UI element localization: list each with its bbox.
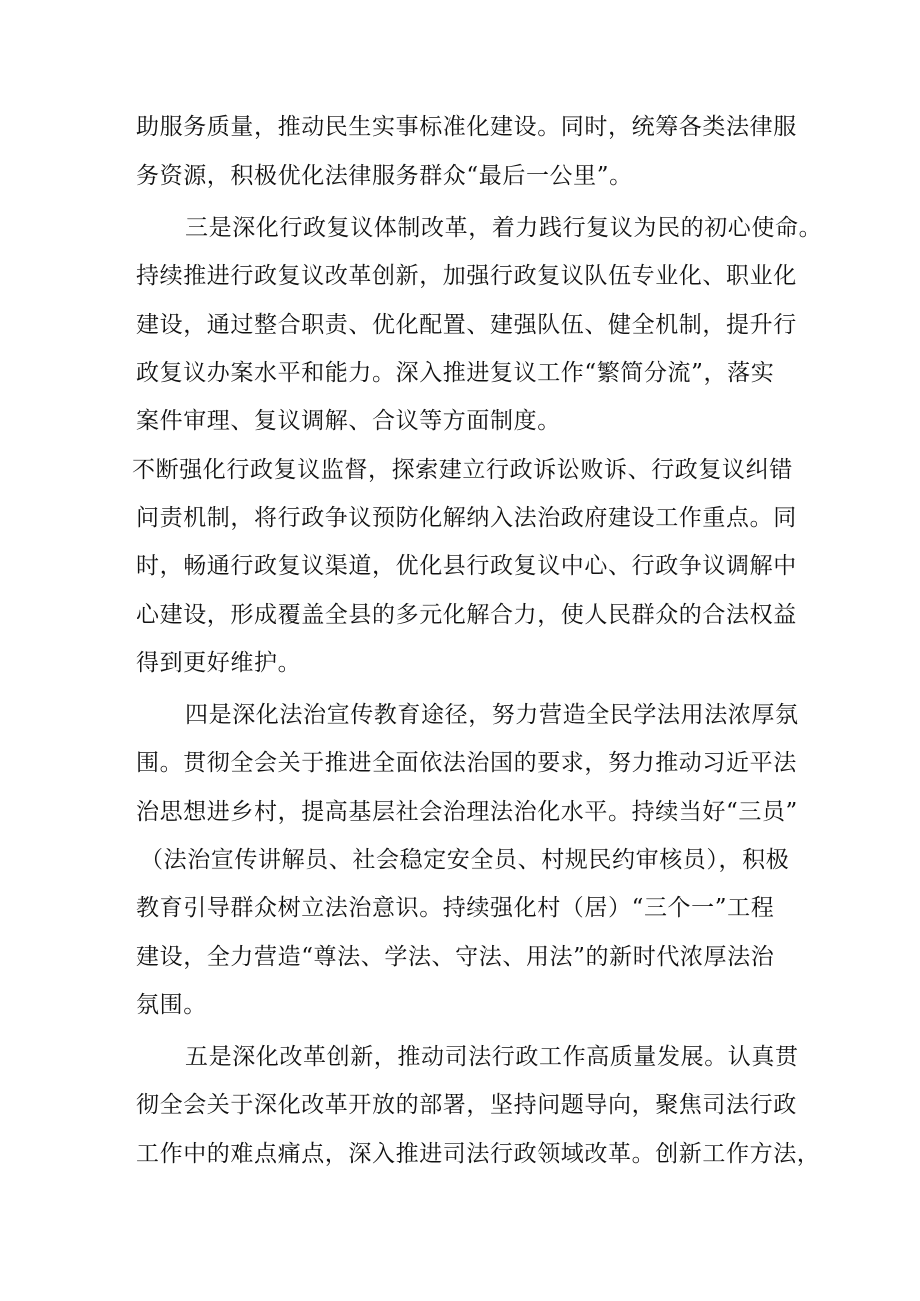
text-line: 心建设，形成覆盖全县的多元化解合力，使人民群众的合法权益 (136, 602, 797, 628)
paragraph-heading-line: 四是深化法治宣传教育途径，努力营造全民学法用法浓厚氛 (185, 702, 799, 728)
paragraph-heading-line: 五是深化改革创新，推动司法行政工作高质量发展。认真贯 (185, 1044, 799, 1070)
text-line: 时，畅通行政复议渠道，优化县行政复议中心、行政争议调解中 (136, 553, 797, 579)
text-line: 治思想进乡村，提高基层社会治理法治化水平。持续当好“三员” (136, 799, 798, 825)
text-line: 案件审理、复议调解、合议等方面制度。 (136, 408, 561, 434)
text-line: 助服务质量，推动民生实事标准化建设。同时，统筹各类法律服 (136, 114, 797, 140)
text-line: 工作中的难点痛点，深入推进司法行政领域改革。创新工作方法， (136, 1141, 821, 1167)
text-line: （法治宣传讲解员、社会稳定安全员、村规民约审核员），积极 (140, 847, 790, 873)
text-line: 氛围。 (136, 992, 207, 1018)
paragraph-heading-line: 三是深化行政复议体制改革，着力践行复议为民的初心使命。 (185, 215, 823, 241)
text-line: 持续推进行政复议改革创新，加强行政复议队伍专业化、职业化 (136, 263, 797, 289)
text-line: 不断强化行政复议监督，探索建立行政诉讼败诉、行政复议纠错 (132, 457, 793, 483)
text-line: 教育引导群众树立法治意识。持续强化村（居）“三个一”工程 (136, 895, 775, 921)
text-line: 建设，通过整合职责、优化配置、建强队伍、健全机制，提升行 (136, 312, 797, 338)
text-line: 彻全会关于深化改革开放的部署，坚持问题导向，聚焦司法行政 (136, 1092, 797, 1118)
text-line: 围。贯彻全会关于推进全面依法治国的要求，努力推动习近平法 (136, 750, 797, 776)
text-line: 建设，全力营造“尊法、学法、守法、用法”的新时代浓厚法治 (136, 944, 775, 970)
text-line: 务资源，积极优化法律服务群众“最后一公里”。 (136, 163, 633, 189)
text-line: 问责机制，将行政争议预防化解纳入法治政府建设工作重点。同 (136, 505, 797, 531)
text-line: 政复议办案水平和能力。深入推进复议工作“繁简分流”，落实 (136, 360, 775, 386)
text-line: 得到更好维护。 (136, 650, 302, 676)
